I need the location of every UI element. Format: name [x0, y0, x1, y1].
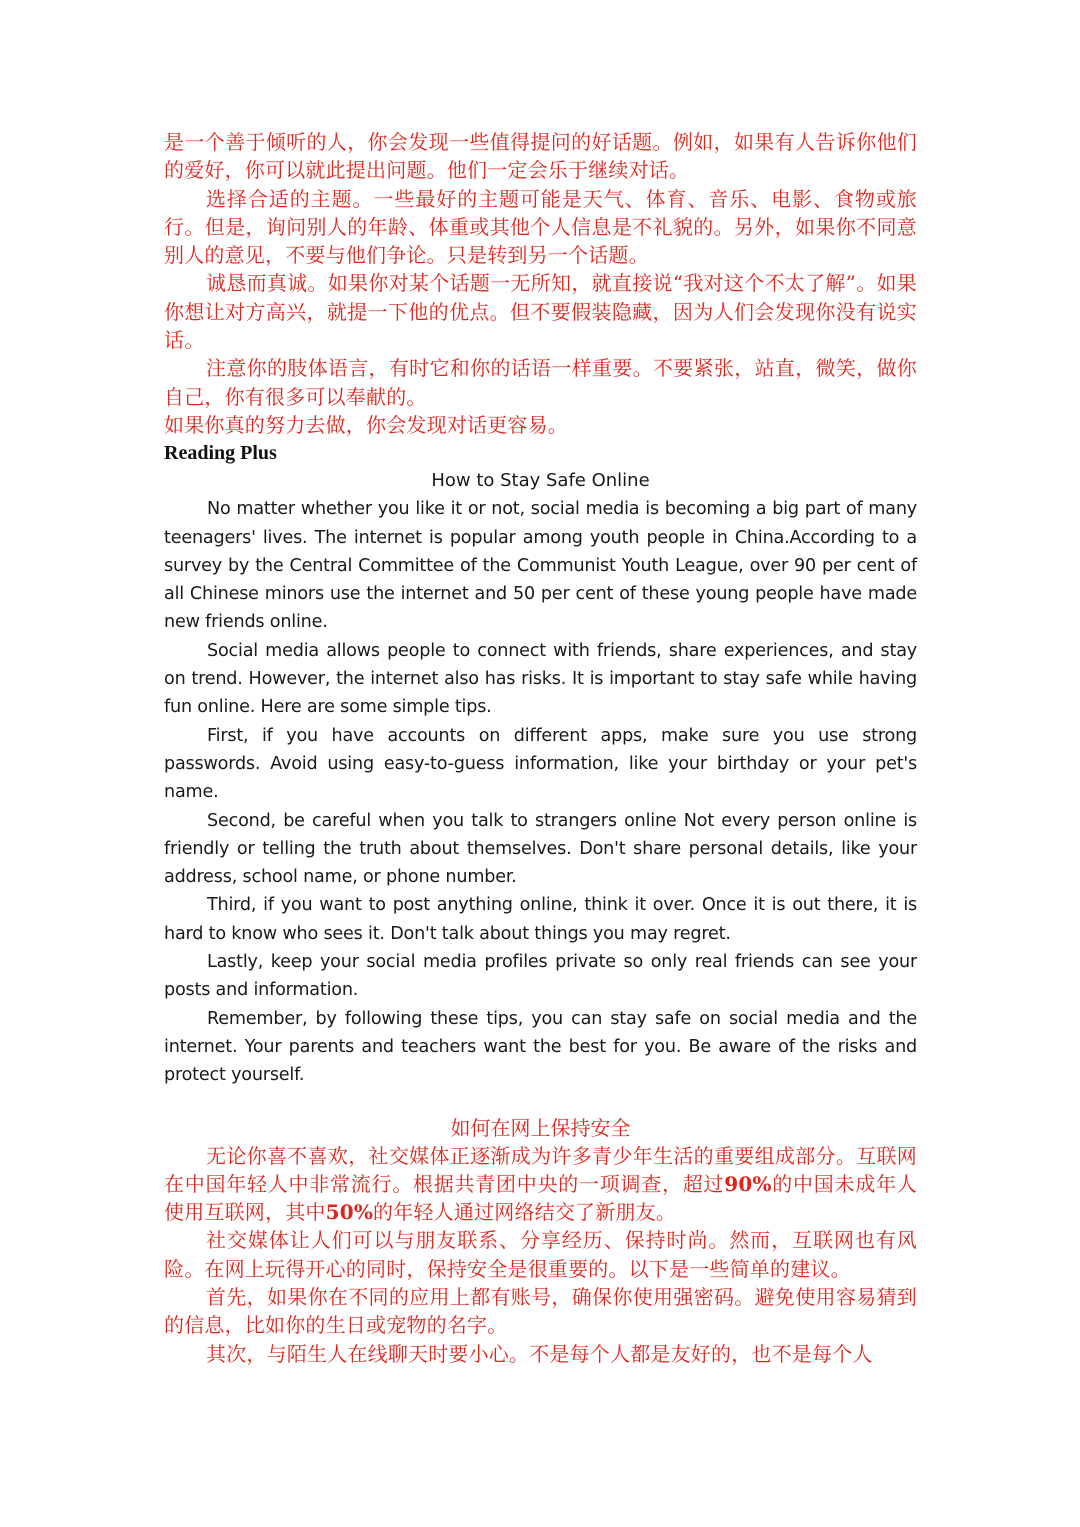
- article-paragraph: No matter whether you like it or not, social media is becoming a big part of many teenagers' lives. The internet is popular among youth people in China.According to a survey by the Central Committee of the Communist Youth League, over 90 per cent of all Chinese minors use the internet and 50 per cent of these young people have made new friends online.: [164, 499, 917, 633]
- cn-paragraph-1: 是一个善于倾听的人，你会发现一些值得提问的好话题。例如，如果有人告诉你他们的爱好，你可以就此提出问题。他们一定会乐于继续对话。: [164, 130, 917, 183]
- cn-paragraph-5: 如果你真的努力去做，你会发现对话更容易。: [164, 412, 568, 437]
- cn-paragraph-3: 诚恳而真诚。如果你对某个话题一无所知，就直接说“我对这个不太了解”。如果你想让对方高兴，就提一下他的优点。但不要假装隐藏，因为人们会发现你没有说实话。: [164, 271, 917, 353]
- percentage-90: 90%: [724, 1171, 772, 1196]
- cn-paragraph-2: 选择合适的主题。一些最好的主题可能是天气、体育、音乐、电影、食物或旅行。但是，询问别人的年龄、体重或其他个人信息是不礼貌的。另外，如果你不同意别人的意见，不要与他们争论。只是转到另一个话题。: [164, 186, 917, 268]
- article-paragraph: Remember, by following these tips, you can stay safe on social media and the internet. Your parents and teachers want the best for you. Be aware of the risks and protect yourself.: [164, 1008, 917, 1086]
- cn-text: 的中国未成年人使用互联网，其中: [164, 1171, 917, 1225]
- cn-translation-paragraph-1: [164, 1142, 917, 1227]
- cn-translation-paragraph-3: 首先，如果你在不同的应用上都有账号，确保你使用强密码。避免使用容易猜到的信息，比如你的生日或宠物的名字。: [164, 1284, 917, 1338]
- article-paragraph: Lastly, keep your social media profiles private so only real friends can see your posts and information.: [164, 952, 917, 1001]
- cn-translation-paragraph-2: 社交媒体让人们可以与朋友联系、分享经历、保持时尚。然而，互联网也有风险。在网上玩得开心的同时，保持安全是很重要的。以下是一些简单的建议。: [164, 1228, 917, 1281]
- percentage-50: 50%: [325, 1200, 374, 1225]
- cn-article-title: 如何在网上保持安全: [450, 1115, 631, 1140]
- cn-translation-paragraph-4: 其次，与陌生人在线聊天时要小心。不是每个人都是友好的，也不是每个人: [206, 1341, 873, 1366]
- article-paragraph: Third, if you want to post anything online, think it over. Once it is out there, it is hard to know who sees it. Don't talk about things you may regret.: [164, 895, 917, 944]
- article-paragraph: Second, be careful when you talk to strangers online Not every person online is friendly or telling the truth about themselves. Don't share personal details, like your address, school name, or phone number.: [164, 810, 917, 888]
- spacer: [164, 1090, 917, 1114]
- document-page: [164, 128, 917, 1368]
- article-paragraph: First, if you have accounts on different apps, make sure you use strong passwords. Avoid using easy-to-guess information, like your birthday or your pet's name.: [164, 725, 917, 803]
- article-title: How to Stay Safe Online: [431, 470, 650, 492]
- cn-text: 的年轻人通过网络结交了新朋友。: [373, 1200, 677, 1225]
- cn-paragraph-4: 注意你的肢体语言，有时它和你的话语一样重要。不要紧张，站直，微笑，做你自己，你有很多可以奉献的。: [164, 356, 917, 409]
- article-paragraph: Social media allows people to connect with friends, share experiences, and stay on trend. However, the internet also has risks. It is important to stay safe while having fun online. Here are some simple tips.: [164, 640, 917, 718]
- cn-text: 无论你喜不喜欢，社交媒体正逐渐成为许多青少年生活的重要组成部分。互联网在中国年轻人中非常流行。根据共青团中央的一项调查，超过: [164, 1143, 917, 1196]
- section-heading: Reading Plus: [164, 442, 277, 465]
